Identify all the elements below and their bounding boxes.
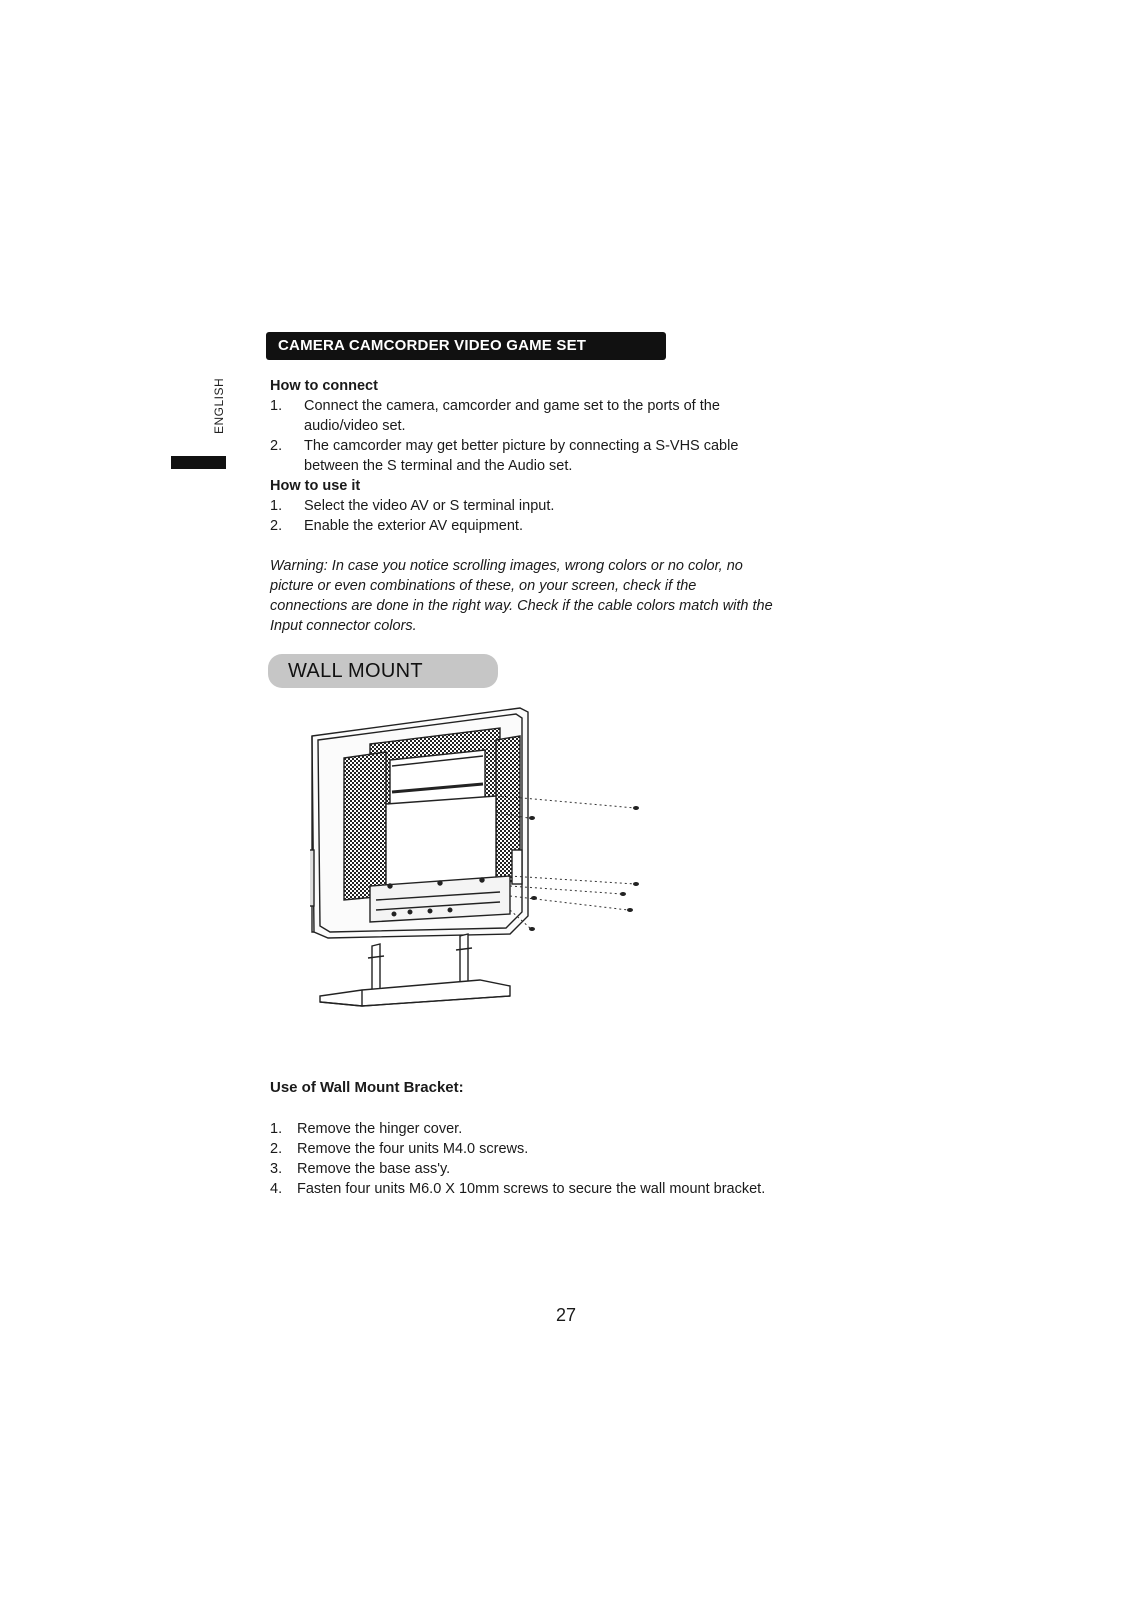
screw-icon xyxy=(633,882,639,886)
camera-section-header: CAMERA CAMCORDER VIDEO GAME SET xyxy=(266,332,666,360)
list-item xyxy=(270,396,910,436)
screw-icon xyxy=(633,806,639,810)
list-item xyxy=(270,1159,910,1179)
step-text: Select the video AV or S terminal input. xyxy=(304,498,555,514)
step-number: 4. xyxy=(270,1181,283,1197)
step-text: Remove the four units M4.0 screws. xyxy=(297,1141,529,1157)
step-text: Connect the camera, camcorder and game set to the ports of the xyxy=(304,398,720,414)
screw-icon xyxy=(529,816,535,820)
step-text: Enable the exterior AV equipment. xyxy=(304,518,523,534)
list-item xyxy=(270,1119,910,1139)
list-item xyxy=(270,436,910,476)
bracket-steps-list xyxy=(270,1119,910,1199)
step-number: 2. xyxy=(270,438,283,454)
step-text-continued: between the S terminal and the Audio set. xyxy=(304,458,573,474)
step-text-continued: audio/video set. xyxy=(304,418,406,434)
step-number: 2. xyxy=(270,1141,283,1157)
screw-icon xyxy=(529,927,535,931)
language-tab-marker xyxy=(171,456,226,469)
how-to-connect-heading: How to connect xyxy=(270,378,378,394)
warning-line: connections are done in the right way. Check if the cable colors match with the xyxy=(270,598,773,614)
step-text: Fasten four units M6.0 X 10mm screws to secure the wall mount bracket. xyxy=(297,1181,766,1197)
step-number: 2. xyxy=(270,518,283,534)
page-number: 27 xyxy=(556,1305,577,1325)
wall-mount-diagram xyxy=(310,700,670,1040)
bracket-steps xyxy=(270,1119,910,1199)
how-to-connect-list xyxy=(270,396,910,476)
list-item xyxy=(270,1179,910,1199)
step-number: 1. xyxy=(270,398,283,414)
how-to-use-heading: How to use it xyxy=(270,478,361,494)
bracket-heading: Use of Wall Mount Bracket: xyxy=(270,1079,464,1096)
wall-mount-section-header: WALL MOUNT xyxy=(268,654,498,688)
language-tab-label: ENGLISH xyxy=(212,377,226,434)
step-text: The camcorder may get better picture by connecting a S-VHS cable xyxy=(304,438,739,454)
step-number: 1. xyxy=(270,498,283,514)
warning-line: picture or even combinations of these, on your screen, check if the xyxy=(270,578,697,594)
list-item xyxy=(270,1139,910,1159)
step-text: Remove the hinger cover. xyxy=(297,1121,463,1137)
screw-icons xyxy=(529,806,639,931)
list-item xyxy=(270,516,910,536)
step-number: 3. xyxy=(270,1161,283,1177)
screw-icon xyxy=(620,892,626,896)
tv-rear-illustration xyxy=(310,708,528,1006)
warning-note xyxy=(270,556,870,636)
step-number: 1. xyxy=(270,1121,283,1137)
screw-icon xyxy=(627,908,633,912)
how-to-use-list xyxy=(270,496,910,536)
camera-section-body xyxy=(270,376,910,636)
warning-line: Input connector colors. xyxy=(270,618,417,634)
list-item xyxy=(270,496,910,516)
step-text: Remove the base ass'y. xyxy=(297,1161,451,1177)
screw-icon xyxy=(531,896,537,900)
warning-line: Warning: In case you notice scrolling images, wrong colors or no color, no xyxy=(270,558,743,574)
